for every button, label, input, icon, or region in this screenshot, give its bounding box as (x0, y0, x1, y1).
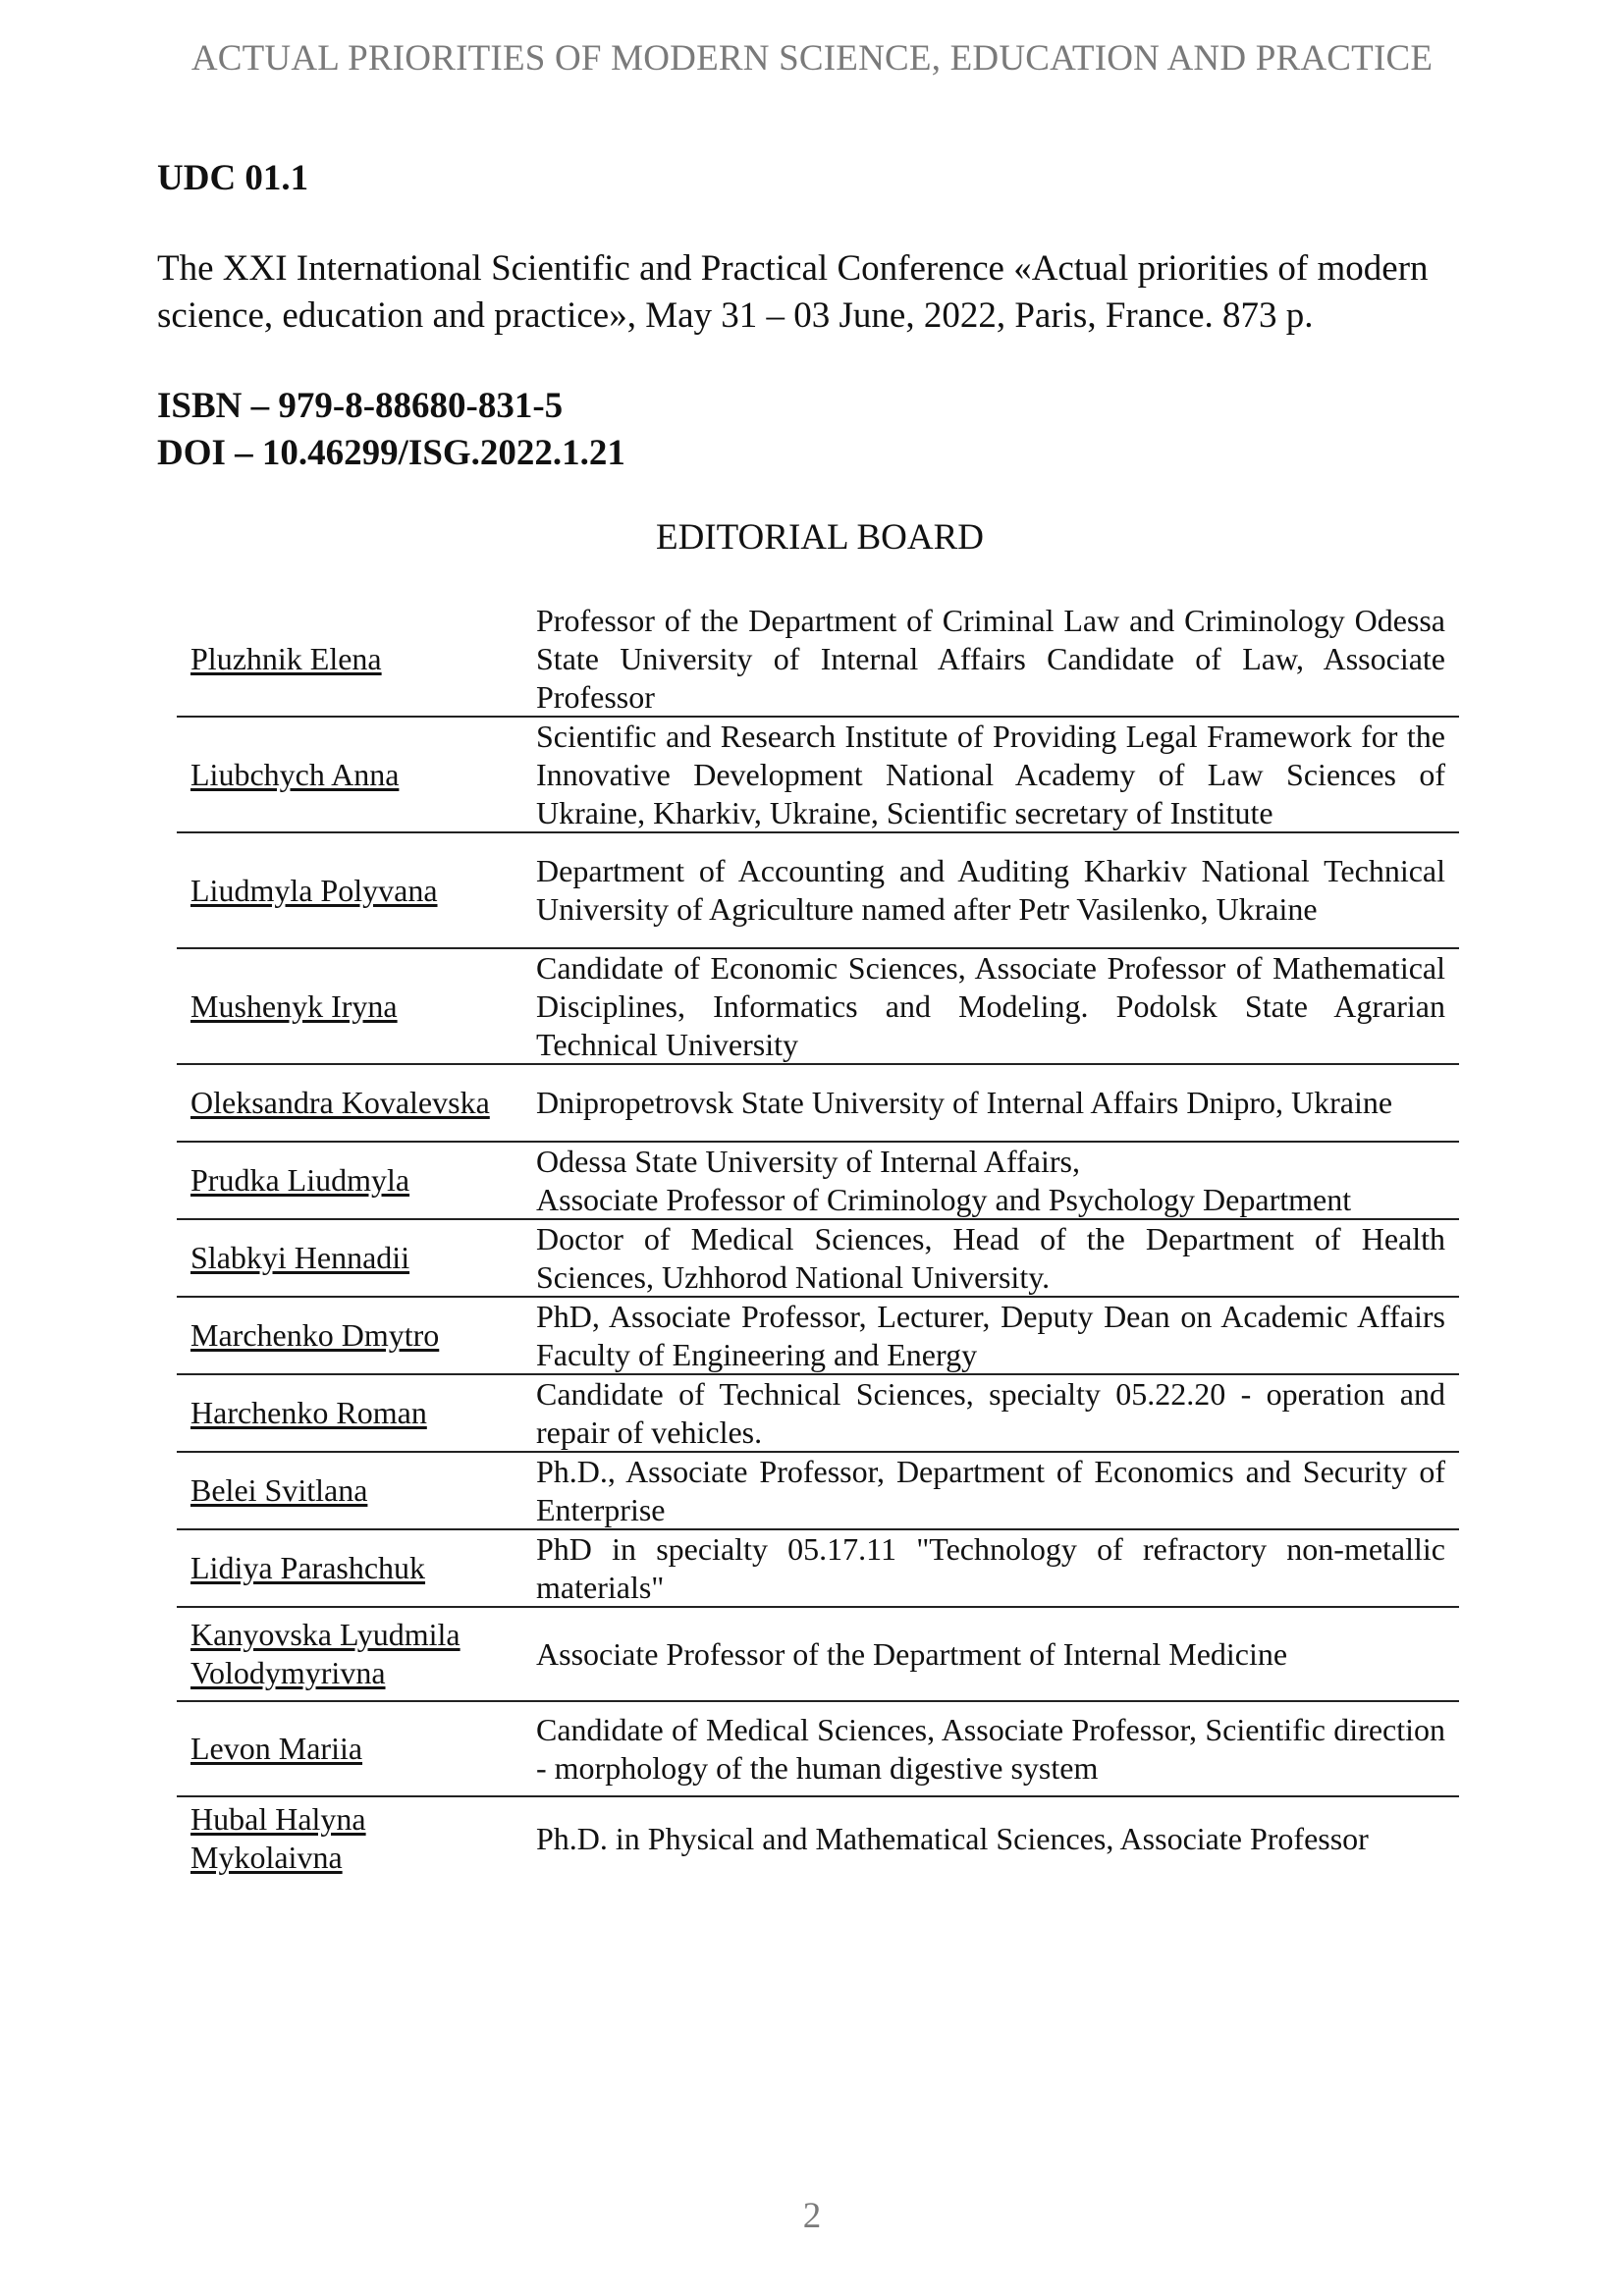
member-affiliation: Candidate of Medical Sciences, Associate Professor, Scientific direction - morphology of the human digestive system (536, 1711, 1445, 1786)
member-name-link[interactable]: Marchenko Dmytro (190, 1317, 440, 1353)
board-row (177, 1298, 1459, 1375)
member-affiliation: Dnipropetrovsk State University of Internal Affairs Dnipro, Ukraine (536, 1085, 1393, 1120)
board-row (177, 602, 1459, 718)
board-row (177, 1797, 1459, 1880)
member-name-link[interactable]: Pluzhnik Elena (190, 640, 382, 676)
board-row (177, 949, 1459, 1065)
member-affiliation: Scientific and Research Institute of Providing Legal Framework for the Innovative Development National Academy of Law Sciences of Ukraine, Kharkiv, Ukraine, Scientific secretary of Institute (536, 718, 1445, 830)
board-row (177, 1065, 1459, 1143)
board-row (177, 1143, 1459, 1220)
member-affiliation: Odessa State University of Internal Affairs, Associate Professor of Criminology and Psychology Department (536, 1143, 1352, 1217)
doi: DOI – 10.46299/ISG.2022.1.21 (157, 433, 625, 473)
conference-citation: The XXI International Scientific and Practical Conference «Actual priorities of modern science, education and practice», May 31 – 03 June, 2022, Paris, France. 873 p. (157, 248, 1429, 336)
udc-code: UDC 01.1 (157, 158, 309, 198)
board-row (177, 1453, 1459, 1530)
member-name-link[interactable]: Lidiya Parashchuk (190, 1550, 426, 1585)
member-affiliation: Professor of the Department of Criminal Law and Criminology Odessa State University of Internal Affairs Candidate of Law, Associate Professor (536, 602, 1445, 715)
member-name-link[interactable]: Mushenyk Iryna (190, 988, 398, 1024)
board-row (177, 1608, 1459, 1702)
member-name-link[interactable]: Kanyovska Lyudmila Volodymyrivna (190, 1617, 460, 1690)
member-affiliation: Ph.D., Associate Professor, Department of Economics and Security of Enterprise (536, 1453, 1445, 1527)
board-row (177, 833, 1459, 949)
member-name-link[interactable]: Belei Svitlana (190, 1472, 368, 1508)
editorial-board-title: EDITORIAL BOARD (655, 517, 984, 558)
member-name-link[interactable]: Liubchych Anna (190, 756, 400, 792)
member-name-link[interactable]: Harchenko Roman (190, 1395, 427, 1430)
isbn: ISBN – 979-8-88680-831-5 (157, 386, 564, 426)
board-row (177, 1530, 1459, 1608)
member-affiliation: Ph.D. in Physical and Mathematical Sciences, Associate Professor (536, 1820, 1369, 1856)
board-row (177, 1220, 1459, 1298)
member-affiliation: Associate Professor of the Department of Internal Medicine (536, 1635, 1288, 1672)
page-number: 2 (802, 2196, 822, 2236)
board-row (177, 1702, 1459, 1797)
member-name-link[interactable]: Levon Mariia (190, 1731, 363, 1766)
member-affiliation: PhD, Associate Professor, Lecturer, Deputy Dean on Academic Affairs Faculty of Engineering and Energy (536, 1298, 1445, 1372)
member-affiliation: Candidate of Technical Sciences, specialty 05.22.20 - operation and repair of vehicles. (536, 1375, 1445, 1450)
member-affiliation: Candidate of Economic Sciences, Associate Professor of Mathematical Disciplines, Informatics and Modeling. Podolsk State Agrarian Technical University (536, 949, 1445, 1062)
member-name-link[interactable]: Liudmyla Polyvana (190, 872, 438, 908)
member-affiliation: PhD in specialty 05.17.11 "Technology of refractory non-metallic materials" (536, 1530, 1445, 1605)
member-name-link[interactable]: Oleksandra Kovalevska (190, 1085, 490, 1120)
member-name-link[interactable]: Prudka Liudmyla (190, 1162, 410, 1198)
board-row (177, 1375, 1459, 1453)
identifiers-block (157, 383, 625, 477)
running-header: ACTUAL PRIORITIES OF MODERN SCIENCE, EDUCATION AND PRACTICE (190, 38, 1434, 79)
member-affiliation: Doctor of Medical Sciences, Head of the Department of Health Sciences, Uzhhorod National University. (536, 1220, 1445, 1295)
board-row (177, 718, 1459, 833)
member-name-link[interactable]: Hubal Halyna Mykolaivna (190, 1801, 366, 1875)
editorial-board-table (177, 602, 1459, 1880)
member-affiliation: Department of Accounting and Auditing Kharkiv National Technical University of Agriculture named after Petr Vasilenko, Ukraine (536, 853, 1445, 927)
member-name-link[interactable]: Slabkyi Hennadii (190, 1240, 410, 1275)
